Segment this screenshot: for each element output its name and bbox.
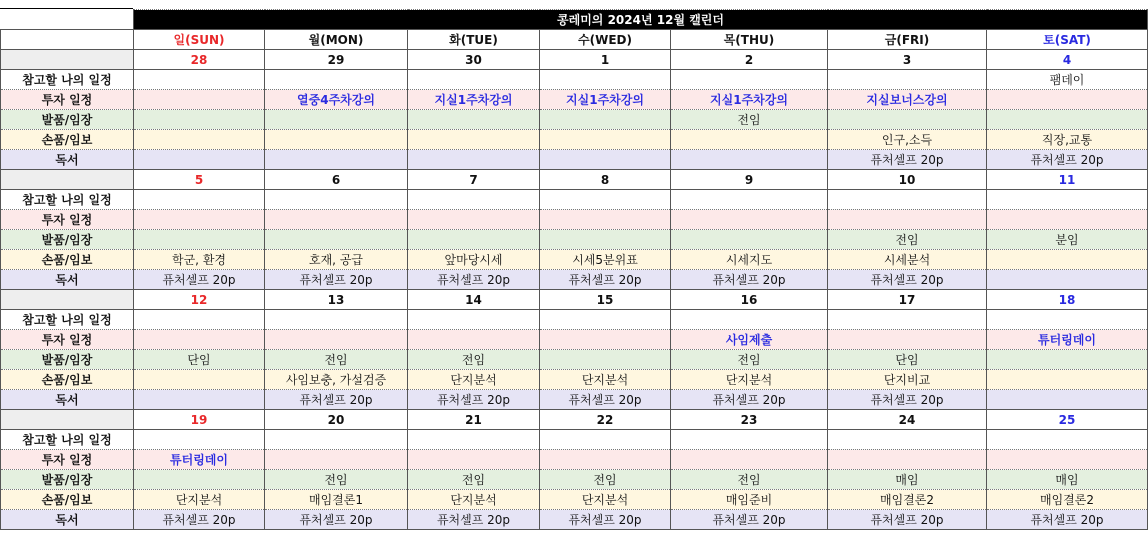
reading-cell[interactable]: 퓨처셀프 20p xyxy=(671,270,828,290)
reference-schedule-cell[interactable] xyxy=(828,430,987,450)
weekday-header-sat: 토(SAT) xyxy=(987,30,1148,50)
field-visit-cell[interactable] xyxy=(540,230,671,250)
reference-schedule-cell[interactable] xyxy=(540,190,671,210)
investment-schedule-row xyxy=(1,330,1148,350)
date-row-label-blank xyxy=(1,170,134,190)
field-visit-cell[interactable]: 전임 xyxy=(265,470,408,490)
field-visit-cell[interactable] xyxy=(987,350,1148,370)
field-visit-cell[interactable]: 전임 xyxy=(408,350,540,370)
desk-research-cell[interactable] xyxy=(134,130,265,150)
reading-cell[interactable]: 퓨처셀프 20p xyxy=(134,510,265,530)
investment-schedule-cell[interactable] xyxy=(134,210,265,230)
date-cell[interactable]: 30 xyxy=(408,50,540,70)
investment-schedule-cell[interactable] xyxy=(134,330,265,350)
reference-schedule-cell[interactable] xyxy=(265,430,408,450)
reading-cell[interactable]: 퓨처셀프 20p xyxy=(828,150,987,170)
field-visit-cell[interactable]: 단임 xyxy=(828,350,987,370)
reading-row xyxy=(1,270,1148,290)
investment-schedule-cell[interactable] xyxy=(828,210,987,230)
desk-research-cell[interactable] xyxy=(540,130,671,150)
reference-schedule-cell[interactable] xyxy=(987,310,1148,330)
reading-cell[interactable] xyxy=(265,150,408,170)
desk-research-row xyxy=(1,250,1148,270)
weekday-header-mon: 월(MON) xyxy=(265,30,408,50)
reference-schedule-row xyxy=(1,190,1148,210)
desk-research-row xyxy=(1,490,1148,510)
reading-cell[interactable] xyxy=(134,150,265,170)
reference-schedule-cell[interactable] xyxy=(987,430,1148,450)
reading-cell[interactable]: 퓨처셀프 20p xyxy=(408,390,540,410)
date-cell[interactable]: 25 xyxy=(987,410,1148,430)
weekday-header-sun: 일(SUN) xyxy=(134,30,265,50)
reference-schedule-label: 참고할 나의 일정 xyxy=(1,430,134,450)
investment-schedule-cell[interactable]: 열중4주차강의 xyxy=(265,90,408,110)
date-cell[interactable]: 10 xyxy=(828,170,987,190)
investment-schedule-cell[interactable]: 지실1주차강의 xyxy=(671,90,828,110)
desk-research-cell[interactable] xyxy=(265,130,408,150)
field-visit-label: 발품/임장 xyxy=(1,110,134,130)
field-visit-cell[interactable]: 전임 xyxy=(540,470,671,490)
reference-schedule-label: 참고할 나의 일정 xyxy=(1,310,134,330)
date-cell[interactable]: 2 xyxy=(671,50,828,70)
reading-cell[interactable] xyxy=(987,390,1148,410)
field-visit-cell[interactable] xyxy=(134,110,265,130)
reference-schedule-cell[interactable] xyxy=(828,190,987,210)
date-cell[interactable]: 9 xyxy=(671,170,828,190)
field-visit-cell[interactable] xyxy=(540,110,671,130)
date-row xyxy=(1,50,1148,70)
investment-schedule-row xyxy=(1,450,1148,470)
desk-research-cell[interactable]: 단지분석 xyxy=(540,370,671,390)
desk-research-label: 손품/임보 xyxy=(1,250,134,270)
weekday-header-blank xyxy=(1,30,134,50)
field-visit-row xyxy=(1,110,1148,130)
date-cell[interactable]: 20 xyxy=(265,410,408,430)
reading-cell[interactable]: 퓨처셀프 20p xyxy=(987,510,1148,530)
reference-schedule-cell[interactable] xyxy=(408,430,540,450)
reference-schedule-cell[interactable] xyxy=(134,190,265,210)
reference-schedule-cell[interactable]: 팸데이 xyxy=(987,70,1148,90)
reading-cell[interactable] xyxy=(987,270,1148,290)
field-visit-cell[interactable] xyxy=(265,230,408,250)
reading-cell[interactable]: 퓨처셀프 20p xyxy=(408,510,540,530)
reference-schedule-cell[interactable] xyxy=(134,430,265,450)
field-visit-cell[interactable] xyxy=(408,230,540,250)
desk-research-row xyxy=(1,370,1148,390)
investment-schedule-label: 투자 일정 xyxy=(1,450,134,470)
field-visit-cell[interactable] xyxy=(408,110,540,130)
desk-research-cell[interactable]: 단지분석 xyxy=(134,490,265,510)
investment-schedule-cell[interactable] xyxy=(987,90,1148,110)
reference-schedule-cell[interactable] xyxy=(265,190,408,210)
reference-schedule-cell[interactable] xyxy=(540,430,671,450)
date-cell[interactable]: 8 xyxy=(540,170,671,190)
field-visit-cell[interactable] xyxy=(265,110,408,130)
reading-row xyxy=(1,150,1148,170)
field-visit-cell[interactable]: 매임 xyxy=(987,470,1148,490)
weekday-header-row xyxy=(1,30,1148,50)
date-cell[interactable]: 16 xyxy=(671,290,828,310)
weekday-header-wed: 수(WED) xyxy=(540,30,671,50)
investment-schedule-cell[interactable] xyxy=(671,450,828,470)
date-cell[interactable]: 12 xyxy=(134,290,265,310)
desk-research-cell[interactable]: 매임준비 xyxy=(671,490,828,510)
reference-schedule-cell[interactable] xyxy=(671,70,828,90)
investment-schedule-cell[interactable] xyxy=(408,330,540,350)
field-visit-row xyxy=(1,470,1148,490)
investment-schedule-cell[interactable] xyxy=(987,210,1148,230)
reference-schedule-cell[interactable] xyxy=(671,430,828,450)
reading-cell[interactable]: 퓨처셀프 20p xyxy=(540,390,671,410)
field-visit-cell[interactable]: 전임 xyxy=(671,110,828,130)
reading-label: 독서 xyxy=(1,270,134,290)
desk-research-cell[interactable]: 단지분석 xyxy=(408,370,540,390)
field-visit-cell[interactable] xyxy=(540,350,671,370)
field-visit-label: 발품/임장 xyxy=(1,230,134,250)
field-visit-cell[interactable] xyxy=(828,110,987,130)
investment-schedule-cell[interactable]: 튜터링데이 xyxy=(134,450,265,470)
reference-schedule-cell[interactable] xyxy=(408,190,540,210)
reference-schedule-row xyxy=(1,310,1148,330)
investment-schedule-row xyxy=(1,210,1148,230)
desk-research-cell[interactable] xyxy=(987,250,1148,270)
field-visit-cell[interactable]: 전임 xyxy=(408,470,540,490)
date-cell[interactable]: 17 xyxy=(828,290,987,310)
date-cell[interactable]: 24 xyxy=(828,410,987,430)
desk-research-cell[interactable]: 직장,교통 xyxy=(987,130,1148,150)
desk-research-cell[interactable]: 단지분석 xyxy=(540,490,671,510)
desk-research-cell[interactable]: 호재, 공급 xyxy=(265,250,408,270)
desk-research-cell[interactable] xyxy=(987,370,1148,390)
desk-research-cell[interactable]: 학군, 환경 xyxy=(134,250,265,270)
desk-research-cell[interactable] xyxy=(671,130,828,150)
investment-schedule-cell[interactable] xyxy=(828,450,987,470)
reading-cell[interactable]: 퓨처셀프 20p xyxy=(828,510,987,530)
reference-schedule-cell[interactable] xyxy=(540,310,671,330)
reading-row xyxy=(1,390,1148,410)
investment-schedule-cell[interactable]: 지실보너스강의 xyxy=(828,90,987,110)
date-cell[interactable]: 28 xyxy=(134,50,265,70)
investment-schedule-label: 투자 일정 xyxy=(1,330,134,350)
field-visit-cell[interactable] xyxy=(987,110,1148,130)
reference-schedule-cell[interactable] xyxy=(134,310,265,330)
investment-schedule-cell[interactable] xyxy=(540,330,671,350)
field-visit-cell[interactable]: 전임 xyxy=(265,350,408,370)
reading-cell[interactable]: 퓨처셀프 20p xyxy=(408,270,540,290)
reference-schedule-cell[interactable] xyxy=(265,310,408,330)
date-cell[interactable]: 4 xyxy=(987,50,1148,70)
date-cell[interactable]: 15 xyxy=(540,290,671,310)
date-row xyxy=(1,170,1148,190)
reading-cell[interactable]: 퓨처셀프 20p xyxy=(540,270,671,290)
investment-schedule-cell[interactable] xyxy=(828,330,987,350)
reference-schedule-cell[interactable] xyxy=(134,70,265,90)
desk-research-cell[interactable]: 매임결론2 xyxy=(987,490,1148,510)
reading-cell[interactable]: 퓨처셀프 20p xyxy=(671,510,828,530)
reading-cell[interactable]: 퓨처셀프 20p xyxy=(265,270,408,290)
weekday-header-tue: 화(TUE) xyxy=(408,30,540,50)
desk-research-row xyxy=(1,130,1148,150)
reference-schedule-cell[interactable] xyxy=(828,310,987,330)
investment-schedule-cell[interactable] xyxy=(987,450,1148,470)
calendar-title: 콩레미의 2024년 12월 캘린더 xyxy=(134,10,1148,30)
reading-cell[interactable] xyxy=(408,150,540,170)
field-visit-label: 발품/임장 xyxy=(1,470,134,490)
investment-schedule-cell[interactable] xyxy=(540,210,671,230)
reading-cell[interactable] xyxy=(540,150,671,170)
date-cell[interactable]: 18 xyxy=(987,290,1148,310)
date-cell[interactable]: 29 xyxy=(265,50,408,70)
field-visit-cell[interactable] xyxy=(134,470,265,490)
reading-label: 독서 xyxy=(1,390,134,410)
date-cell[interactable]: 11 xyxy=(987,170,1148,190)
investment-schedule-label: 투자 일정 xyxy=(1,210,134,230)
date-cell[interactable]: 3 xyxy=(828,50,987,70)
investment-schedule-cell[interactable] xyxy=(134,90,265,110)
investment-schedule-cell[interactable] xyxy=(265,450,408,470)
reading-cell[interactable]: 퓨처셀프 20p xyxy=(987,150,1148,170)
date-cell[interactable]: 23 xyxy=(671,410,828,430)
field-visit-cell[interactable]: 단임 xyxy=(134,350,265,370)
investment-schedule-cell[interactable] xyxy=(265,330,408,350)
investment-schedule-cell[interactable]: 지실1주차강의 xyxy=(540,90,671,110)
investment-schedule-cell[interactable]: 지실1주차강의 xyxy=(408,90,540,110)
date-cell[interactable]: 19 xyxy=(134,410,265,430)
reading-cell[interactable]: 퓨처셀프 20p xyxy=(265,510,408,530)
desk-research-cell[interactable]: 시세지도 xyxy=(671,250,828,270)
desk-research-cell[interactable]: 사임보충, 가설검증 xyxy=(265,370,408,390)
field-visit-cell[interactable]: 분임 xyxy=(987,230,1148,250)
date-row-label-blank xyxy=(1,50,134,70)
field-visit-row xyxy=(1,350,1148,370)
reading-cell[interactable] xyxy=(134,390,265,410)
field-visit-cell[interactable]: 전임 xyxy=(671,470,828,490)
reading-cell[interactable]: 퓨처셀프 20p xyxy=(134,270,265,290)
desk-research-cell[interactable]: 앞마당시세 xyxy=(408,250,540,270)
investment-schedule-cell[interactable] xyxy=(265,210,408,230)
reading-cell[interactable]: 퓨처셀프 20p xyxy=(540,510,671,530)
reference-schedule-cell[interactable] xyxy=(408,310,540,330)
reference-schedule-cell[interactable] xyxy=(671,310,828,330)
field-visit-cell[interactable] xyxy=(134,230,265,250)
reading-cell[interactable]: 퓨처셀프 20p xyxy=(828,390,987,410)
field-visit-row xyxy=(1,230,1148,250)
desk-research-cell[interactable]: 매임결론2 xyxy=(828,490,987,510)
field-visit-label: 발품/임장 xyxy=(1,350,134,370)
desk-research-label: 손품/임보 xyxy=(1,130,134,150)
date-cell[interactable]: 13 xyxy=(265,290,408,310)
weekday-header-fri: 금(FRI) xyxy=(828,30,987,50)
reference-schedule-cell[interactable] xyxy=(265,70,408,90)
date-row-label-blank xyxy=(1,290,134,310)
investment-schedule-cell[interactable]: 사임제출 xyxy=(671,330,828,350)
date-row-label-blank xyxy=(1,410,134,430)
field-visit-cell[interactable] xyxy=(671,230,828,250)
investment-schedule-cell[interactable]: 튜터링데이 xyxy=(987,330,1148,350)
field-visit-cell[interactable]: 전임 xyxy=(671,350,828,370)
investment-schedule-row xyxy=(1,90,1148,110)
reading-cell[interactable]: 퓨처셀프 20p xyxy=(265,390,408,410)
desk-research-label: 손품/임보 xyxy=(1,490,134,510)
reading-label: 독서 xyxy=(1,150,134,170)
weekday-header-thu: 목(THU) xyxy=(671,30,828,50)
desk-research-cell[interactable]: 시세5분위표 xyxy=(540,250,671,270)
date-row xyxy=(1,290,1148,310)
date-cell[interactable]: 5 xyxy=(134,170,265,190)
desk-research-cell[interactable]: 시세분석 xyxy=(828,250,987,270)
reading-label: 독서 xyxy=(1,510,134,530)
reference-schedule-row xyxy=(1,70,1148,90)
reference-schedule-cell[interactable] xyxy=(408,70,540,90)
investment-schedule-cell[interactable] xyxy=(540,450,671,470)
reference-schedule-label: 참고할 나의 일정 xyxy=(1,190,134,210)
date-cell[interactable]: 6 xyxy=(265,170,408,190)
date-cell[interactable]: 7 xyxy=(408,170,540,190)
desk-research-cell[interactable]: 단지분석 xyxy=(671,370,828,390)
investment-schedule-label: 투자 일정 xyxy=(1,90,134,110)
date-row xyxy=(1,410,1148,430)
investment-schedule-cell[interactable] xyxy=(408,450,540,470)
title-spacer xyxy=(1,10,134,30)
reading-cell[interactable] xyxy=(671,150,828,170)
date-cell[interactable]: 1 xyxy=(540,50,671,70)
date-cell[interactable]: 21 xyxy=(408,410,540,430)
investment-schedule-cell[interactable] xyxy=(671,210,828,230)
desk-research-cell[interactable] xyxy=(408,130,540,150)
desk-research-cell[interactable] xyxy=(134,370,265,390)
reference-schedule-cell[interactable] xyxy=(828,70,987,90)
reading-row xyxy=(1,510,1148,530)
date-cell[interactable]: 14 xyxy=(408,290,540,310)
desk-research-cell[interactable]: 매임결론1 xyxy=(265,490,408,510)
reference-schedule-cell[interactable] xyxy=(987,190,1148,210)
reading-cell[interactable]: 퓨처셀프 20p xyxy=(828,270,987,290)
desk-research-cell[interactable]: 단지분석 xyxy=(408,490,540,510)
reference-schedule-row xyxy=(1,430,1148,450)
date-cell[interactable]: 22 xyxy=(540,410,671,430)
field-visit-cell[interactable]: 매임 xyxy=(828,470,987,490)
field-visit-cell[interactable]: 전임 xyxy=(828,230,987,250)
desk-research-label: 손품/임보 xyxy=(1,370,134,390)
calendar-grid xyxy=(0,9,1148,530)
reference-schedule-cell[interactable] xyxy=(671,190,828,210)
reading-cell[interactable]: 퓨처셀프 20p xyxy=(671,390,828,410)
desk-research-cell[interactable]: 단지비교 xyxy=(828,370,987,390)
reference-schedule-cell[interactable] xyxy=(540,70,671,90)
reference-schedule-label: 참고할 나의 일정 xyxy=(1,70,134,90)
desk-research-cell[interactable]: 인구,소득 xyxy=(828,130,987,150)
investment-schedule-cell[interactable] xyxy=(408,210,540,230)
